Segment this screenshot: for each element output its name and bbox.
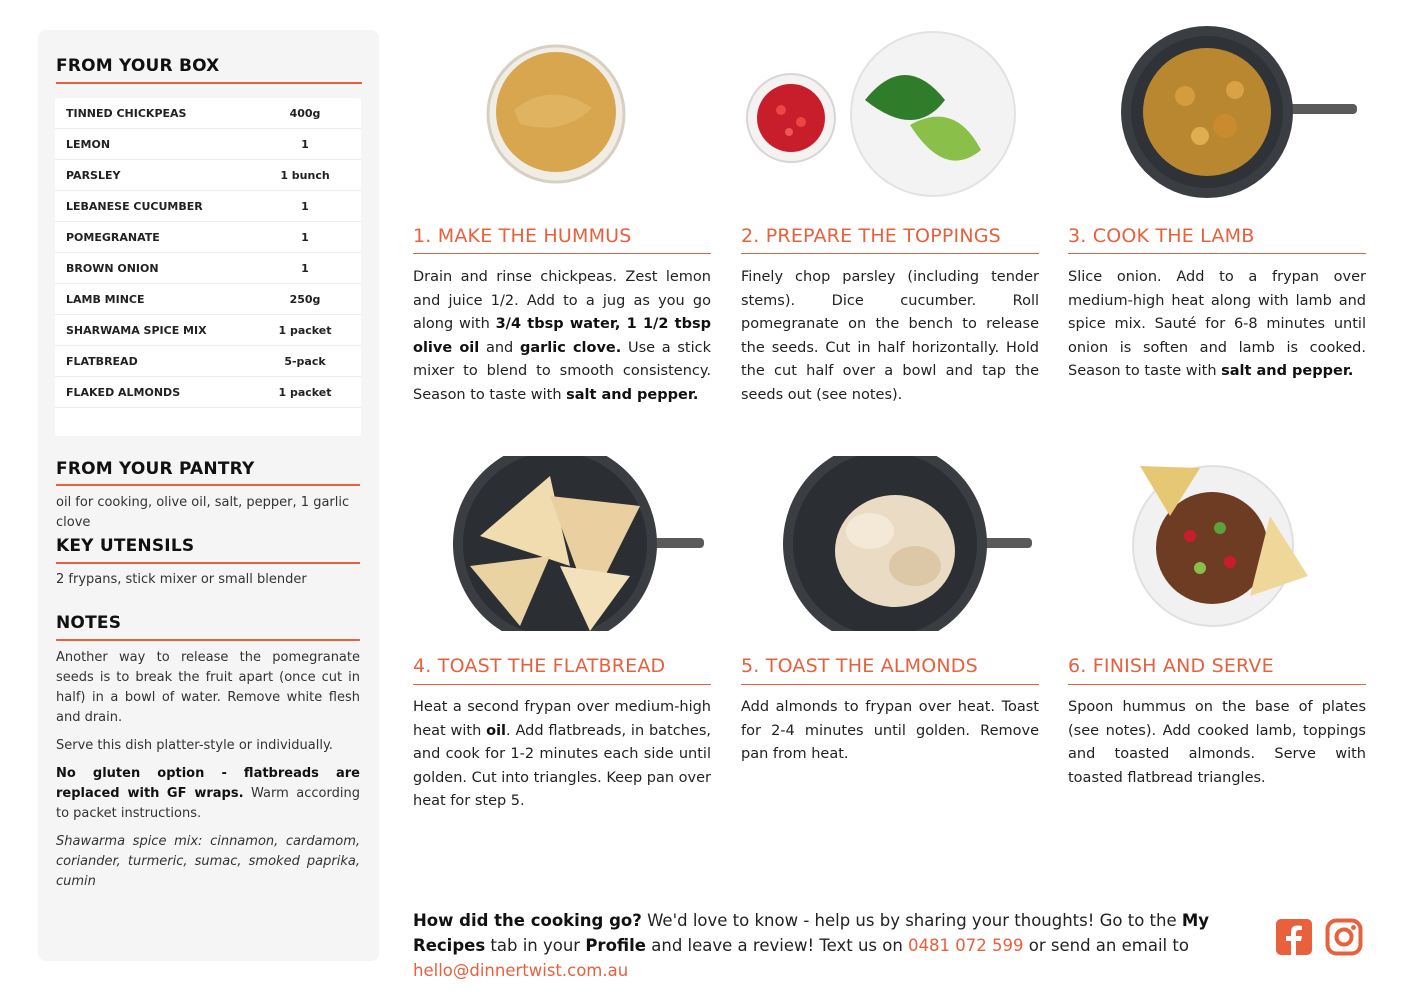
step-1-body: [413, 266, 711, 407]
footer-text: or send an email to: [1023, 936, 1189, 955]
facebook-icon[interactable]: [1275, 918, 1313, 956]
box-ingredients-table: [55, 98, 361, 436]
step-6-body: [1068, 696, 1366, 790]
step-1-title: 1. MAKE THE HUMMUS: [413, 225, 632, 247]
step-6-rule: [1068, 684, 1366, 685]
note-text: Warm according to packet instructions.: [56, 786, 360, 821]
flatbread-pan-image: [450, 456, 710, 631]
ingredient-name: LEMON: [66, 137, 111, 151]
ingredient-qty: 1: [301, 199, 309, 213]
step-3-title: 3. COOK THE LAMB: [1068, 225, 1255, 247]
ingredient-qty: 1 packet: [278, 385, 332, 399]
note-paragraph: [56, 764, 360, 824]
utensils-title: KEY UTENSILS: [56, 536, 195, 556]
step-2-rule: [741, 253, 1039, 254]
pantry-title-rule: [56, 484, 360, 486]
table-row: [55, 191, 361, 222]
step-3-rule: [1068, 253, 1366, 254]
table-row: [55, 222, 361, 253]
ingredient-qty: 1 packet: [278, 323, 332, 337]
step-text: and: [479, 339, 520, 356]
ingredient-qty: 250g: [289, 292, 321, 306]
step-4-rule: [413, 684, 711, 685]
ingredient-name: FLATBREAD: [66, 354, 138, 368]
note-bold: No gluten option - flatbreads are replaced with: [56, 766, 360, 801]
ingredient-name: TINNED CHICKPEAS: [66, 106, 187, 120]
ingredient-qty: 1: [301, 137, 309, 151]
table-row: [55, 315, 361, 346]
ingredient-qty: 1: [301, 230, 309, 244]
lamb-pan-image: [1105, 26, 1365, 201]
box-title: FROM YOUR BOX: [56, 56, 220, 76]
ingredient-name: BROWN ONION: [66, 261, 159, 275]
phone-link[interactable]: 0481 072 599: [908, 936, 1024, 955]
ingredient-name: SHARWAMA SPICE MIX: [66, 323, 207, 337]
table-row: [55, 284, 361, 315]
table-row: [55, 346, 361, 377]
notes-body: [56, 648, 360, 900]
step-bold: 3/4 tbsp water, 1 1/2 tbsp olive oil: [413, 316, 711, 356]
ingredient-qty: 400g: [289, 106, 321, 120]
finished-dish-image: [1130, 456, 1320, 631]
note-paragraph: Shawarma spice mix: cinnamon, cardamom, coriander, turmeric, sumac, smoked paprika, cumin: [56, 834, 360, 889]
feedback-footer: [413, 908, 1263, 983]
utensils-title-rule: [56, 562, 360, 564]
step-4-title: 4. TOAST THE FLATBREAD: [413, 655, 666, 677]
ingredient-name: LEBANESE CUCUMBER: [66, 199, 203, 213]
step-text: Use a stick mixer to blend to smooth consistency. Season to taste with: [413, 339, 712, 403]
step-1-rule: [413, 253, 711, 254]
email-link[interactable]: hello@dinnertwist.com.au: [413, 961, 629, 980]
step-text: Spoon hummus on the base of plates (see notes). Add cooked lamb, toppings and toasted almonds. Serve with toasted flatbread triangles.: [1068, 699, 1366, 786]
ingredient-name: LAMB MINCE: [66, 292, 145, 306]
ingredient-name: POMEGRANATE: [66, 230, 160, 244]
table-row: [55, 160, 361, 191]
ingredient-qty: 5-pack: [284, 354, 326, 368]
step-5-rule: [741, 684, 1039, 685]
step-6-title: 6. FINISH AND SERVE: [1068, 655, 1274, 677]
note-paragraph: Another way to release the pomegranate seeds is to break the fruit apart (once cut in half) in a bowl of water. Remove white flesh and drain.: [56, 650, 360, 725]
step-bold: salt and pepper.: [566, 386, 699, 403]
box-title-rule: [56, 82, 362, 84]
step-text: Finely chop parsley (including tender stems). Dice cucumber. Roll pomegranate on the bench to release the seeds. Cut in half horizontally. Hold the cut half over a bowl and tap the seeds out (see notes).: [741, 269, 1039, 403]
hummus-image: [480, 40, 630, 190]
table-row: [55, 253, 361, 284]
step-text: Heat a second frypan over medium-high heat with: [413, 699, 711, 739]
footer-bold: How did the cooking go?: [413, 911, 642, 930]
table-row: [55, 377, 361, 408]
step-text: Drain and rinse chickpeas. Zest lemon and juice 1/2. Add to a jug as you go along with: [413, 269, 711, 332]
step-bold: garlic clove.: [519, 339, 622, 356]
notes-title-rule: [56, 639, 360, 641]
step-text: Add almonds to frypan over heat. Toast for 2-4 minutes until golden. Remove pan from heat.: [741, 699, 1039, 762]
table-row: [55, 98, 361, 129]
step-bold: salt and pepper.: [1221, 363, 1354, 379]
footer-text: tab in your: [485, 936, 586, 955]
pantry-text: oil for cooking, olive oil, salt, pepper, 1 garlic clove: [56, 495, 350, 530]
almonds-pan-image: [780, 456, 1040, 631]
pantry-title: FROM YOUR PANTRY: [56, 459, 255, 479]
step-5-body: [741, 696, 1039, 767]
ingredients-sidebar: [38, 30, 379, 961]
ingredient-name: FLAKED ALMONDS: [66, 385, 181, 399]
step-4-body: [413, 696, 711, 814]
footer-bold: Profile: [585, 936, 646, 955]
notes-title: NOTES: [56, 613, 122, 633]
step-3-body: [1068, 266, 1366, 384]
step-text: Slice onion. Add to a frypan over medium-high heat along with lamb and spice mix. Sauté for 6-8 minutes until onion is soften and lamb is cooked. Season to taste with: [1068, 269, 1366, 379]
instagram-icon[interactable]: [1325, 918, 1363, 956]
toppings-image: [745, 30, 1025, 200]
table-row: [55, 129, 361, 160]
footer-text: and leave a review! Text us on: [646, 936, 909, 955]
footer-bold: My Recipes: [413, 911, 1210, 955]
footer-text: We'd love to know - help us by sharing your thoughts! Go to the: [641, 911, 1182, 930]
utensils-text: 2 frypans, stick mixer or small blender: [56, 572, 307, 587]
step-bold: oil: [486, 722, 507, 739]
step-2-title: 2. PREPARE THE TOPPINGS: [741, 225, 1001, 247]
ingredient-qty: 1 bunch: [280, 168, 330, 182]
step-text: . Add flatbreads, in batches, and cook for 1-2 minutes each side until golden. Cut into triangles. Keep pan over heat for step 5.: [413, 722, 711, 809]
ingredient-name: PARSLEY: [66, 168, 121, 182]
step-5-title: 5. TOAST THE ALMONDS: [741, 655, 978, 677]
step-2-body: [741, 266, 1039, 407]
note-paragraph: Serve this dish platter-style or individually.: [56, 738, 333, 753]
note-bold: GF wraps.: [166, 786, 244, 801]
ingredient-qty: 1: [301, 261, 309, 275]
